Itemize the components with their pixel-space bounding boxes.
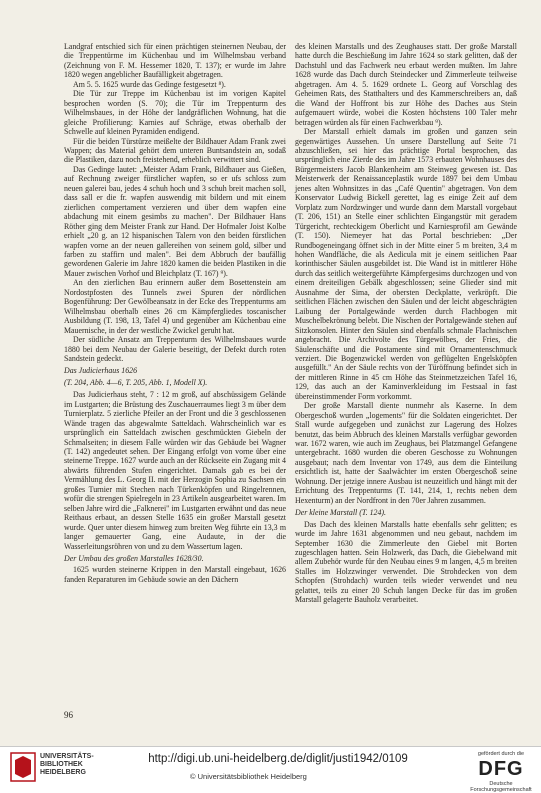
paragraph: Das Gedinge lautet: „Meister Adam Frank, Bildhauer aus Gießen, auf Rechnung zweiger fürstlicher wapfen, so er ufs schloss zum neuen galerei bau, jedes 4 schuh hoch und 3 schuh breit machen soll, dass sall er die fr. wapfen auswendig mit bildern und mit einem zierlichen compertament verzieren und über dem wapfen eine abdachung mit einem gesimbs zu machen". Der Bildhauer Hans Röther ging dem Meister Frank zur Hand. Der Hofmaler Joist Kolbe erhielt „20 g. an 12 hispanischen Talern von den beiden fürstlichen wapfen vorne an der neuen gallereihen von seinem gold, silber und farben zu staffirn und malen". Bei dem Abbruch der baufällig gewordenen Galerie im Jahre 1820 kamen die beiden Plastiken in die Mauer zwischen Vorhof und Bleichplatz (T. 167) ⁹). bbox=[64, 164, 286, 278]
left-column bbox=[64, 42, 286, 584]
paragraph: Für die beiden Türstürze meißelte der Bildhauer Adam Frank zwei Wappen; das Material gehört dem unteren Buntsandstein an, sodaß die Plastiken, dazu noch freistehend, erheblich verwittert sind. bbox=[64, 136, 286, 165]
section-reference: (T. 204, Abb. 4—6, T. 205, Abb. 1, Modell X). bbox=[64, 377, 208, 387]
paragraph: Das Dach des kleinen Marstalls hatte ebenfalls sehr gelitten; es wurde im Jahre 1631 abgenommen und neu gebaut, nachdem im September 1630 die Zimmerleute den Giebel mit Borten zugeschlagen hatten. Sein Holzwerk, das Dach, die Giebelwand mit allem Zubehör wurde für den Neubau eines 9 m langen, 4,5 m breiten Stalles im Holzzwinger verwendet. Die Strohdecken von dem Schopfen (Strohdach) wurden teils wieder verwendet und neu gelattet, teils zu einer 20 Schuh langen Decke für das im großen Marstall gelagerte Bauholz verarbeitet. bbox=[295, 519, 517, 605]
right-column bbox=[295, 42, 517, 605]
paragraph: Am 5. 5. 1625 wurde das Gedinge festgesetzt ⁸). bbox=[73, 79, 226, 89]
paragraph: des kleinen Marstalls und des Zeughauses statt. Der große Marstall hatte durch die Beschießung im Jahre 1624 so stark gelitten, daß der Dachstuhl und das Fachwerk neu erbaut werden mußten. Im Jahre 1628 wurde das Dach durch Steindecker und Zimmerleute teilweise abgetragen. Am 4. 5. 1629 ordnete L. Georg auf Vorschlag des Geheimen Rats, des Statthalters und des Kammerschreibers an, daß die Wand der Hoffront bis zur Höhe des Daches aus Stein aufgemauert würde, wobei die Kosten höchstens 100 Taler mehr betragen würden als für einen Fachwerkbau ⁹). bbox=[295, 42, 517, 127]
paragraph: Der Marstall erhielt damals im großen und ganzen sein gegenwärtiges Aussehen. Un unsere Darstellung auf Seite 71 abzuschließen, sei hier das prächtige Portal besprochen, das ursprünglich eine Zierde des im Jahre 1573 erbauten Wohnhauses des Bürgermeisters Jacob Blankenheim am Steinweg gewesen ist. Das Meisterwerk der Renaissanceplastik wurde 1897 bei dem Umbau jenes alten Wohnsitzes in das „Café Quentin" abgetragen. Von dem Konservator Ludwig Bickell gerettet, lag es einige Zeit auf dem Vorplatz zum Nordzwinger und wurde dann dem Marstall vorgebaut (T. 206, 151) an Stelle einer schlichten Eingangstür mit geradem Türgericht, rechteckigem Oberlicht und Karniesprofil am Gewände (T. 150). Niemeyer hat das Portal beschrieben: „Der Rundbogeneingang öffnet sich in der Mitte einer 5 m breiten, 3,4 m hohen Wandfläche, die als Aedicula mit je einem seitlichen Paar korinthischer Säulen ausgebildet ist. Die Wand ist in mittlerer Höhe durch das seitlich weitergeführte Kämpfergesims durchzogen und von einem dreiteiligen Gebälk abgeschlossen; seine Glieder sind mit Ausnahme der Sima, der obersten Deckplatte, verkröpft. Die seitlichen Flächen zwischen den Säulen und der leicht abgeschrägten Laibung der Portalgewände werden durch Flachbogen mit Muschelbekrönung belebt. Die Nischen der Portalgewände stehen auf Sitzkonsolen. Hinter den Säulen sind ebenfalls schmale Flachnischen angebracht. Die Archivolte des Türgewölbes, der Fries, die Säulenschäfte und die Postamente sind mit Ornamentenschmuck verziert. Die Bogenzwickel werden von geflügelten Engelsköpfen ausgefüllt." An der Säule rechts von der Türöffnung befindet sich in der mittleren Rinne in 45 cm Höhe das Steinmetzzeichen Tafel 16, 129, das auch an der Kaminverkleidung im Festsaal in fast übereinstimmender Form vorkommt. bbox=[295, 127, 517, 401]
document-url-link[interactable]: http://digi.ub.uni-heidelberg.de/diglit/justi1942/0109 bbox=[148, 753, 408, 765]
section-heading: Der Umbau des großen Marstalles 1628/30. bbox=[64, 554, 204, 564]
dfg-logo-icon: DFG bbox=[478, 758, 524, 780]
paragraph: Das Judicierhaus steht, 7 : 12 m groß, auf abschüssigem Gelände im Lustgarten; die Brüstung des Zuschauerraumes liegt 3 m über dem Turnierplatz. 5 zierliche Pfeiler an der Front und die 3 geschlossenen Wände tragen das abgewalmte Satteldach. Wahrscheinlich war es ursprünglich ein Satteldach zwischen geschmückten Giebeln der Schmalseiten; in diesem Falle würden wir das Gebäude bei Wagner (T. 142) angedeutet sehen. Der Eingang erfolgt von vorne über eine steinerne Treppe. 1627 wurde auch an der Rückseite ein Zugang mit 4 abwärts führenden Stufen eingerichtet. Damals gab es bei der Vermählung des L. Georg II. mit der Herzogin Sophia zu Sachsen ein großes Turnier mit Stechen nach Türkenköpfen und Ringelrennen, wofür die strengen Spielregeln in 23 Artikeln ausgearbeitet waren. Im selben Jahre wird die „Falknerei" im Lustgarten erwähnt und das neue Reithaus erbaut, an dessen Stelle 1635 ein großer Marstall gesetzt wurde. Quer unter diesem hinweg zum breiten Weg führte ein 13,3 m langer gemauerter Gang, eine Audaute, in der die Wasserleitungsröhren von und zu dem Wassertum lagen. bbox=[64, 390, 286, 551]
copyright-notice: © Universitätsbibliothek Heidelberg bbox=[190, 772, 307, 781]
paragraph: 1625 wurden steinerne Krippen in den Marstall eingebaut, 1626 fanden Reparaturen im Gebäude sowie an den Dächern bbox=[64, 565, 286, 584]
dfg-funder-logo[interactable]: gefördert durch die DFG Deutsche Forschungsgemeinschaft bbox=[468, 751, 534, 793]
university-library-logo-icon bbox=[10, 752, 36, 787]
library-name[interactable]: UNIVERSITÄTS- BIBLIOTHEK HEIDELBERG bbox=[40, 753, 94, 776]
paragraph: Der große Marstall diente nunmehr als Kaserne. In dem Obergeschoß wurden „logements" für die Soldaten eingerichtet. Der Stall wurde aufgegeben und zunächst zur Lagerung des Holzes benutzt, das beim Abbruch des kleinen Marstalls verfügbar geworden war. 1672 waren, wie auch im Zeughaus, bei Platzmangel Gefangene untergebracht. 1680 wurden die oberen Geschosse zu Wohnungen ausgebaut; nach dem Inventar von 1749, aus dem die Einteilung ersichtlich ist, hatte der Saalwächter im ersten Obergeschoß seine Wohnung. Der jetzige innere Ausbau ist neuzeitlich und hängt mit der Errichtung des Treppenturms (T. 141, 214, 1, rechts neben dem Hexenturm) an der Nordfront in den 70er Jahren zusammen. bbox=[295, 401, 517, 505]
paragraph: Landgraf entschied sich für einen prächtigen steinernen Neubau, der die Treppentürme im Küchenbau und im Wilhelmsbau verband (Zeichnung von F. M. Hessemer 1820, T. 137); er wurde im Jahre 1820 wegen angeblicher Baufälligkeit abgetragen. bbox=[64, 42, 286, 80]
section-heading: Der kleine Marstall (T. 124). bbox=[295, 508, 387, 518]
paragraph: An den zierlichen Bau erinnern außer dem Bosettenstein am Nordostpfosten des Tunnels zwei Spuren der nördlichen Bogenführung: Der Gewölbeansatz in der Ecke des Treppenturms am Wilhelmsbau oberhalb eines 26 cm Kämpfergliedes toscanischer Ausbildung (T. 198, 13, Tafel 4) und gegenüber am Küchenbau eine Mauernische, in der der westliche Zwickel geruht hat. bbox=[64, 278, 286, 335]
paragraph: Die Tür zur Treppe im Küchenbau ist im vorigen Kapitel besprochen worden (S. 70); die Tür im Treppenturm des Wilhelmsbaues, in der Höhe der landgräflichen Wohnung, hat die gleiche Profilierung: Karnies auf Schräge, etwas oberhalb der Schwelle auf kleinen Pyramiden endigend. bbox=[64, 89, 286, 137]
paragraph: Der südliche Ansatz am Treppenturm des Wilhelmsbaues wurde 1880 bei dem Neubau der Galerie beseitigt, der Defekt durch roten Sandstein gedeckt. bbox=[64, 335, 286, 363]
section-heading: Das Judicierhaus 1626 bbox=[64, 366, 138, 376]
page-number: 96 bbox=[64, 710, 73, 720]
viewer-footer bbox=[0, 746, 541, 793]
